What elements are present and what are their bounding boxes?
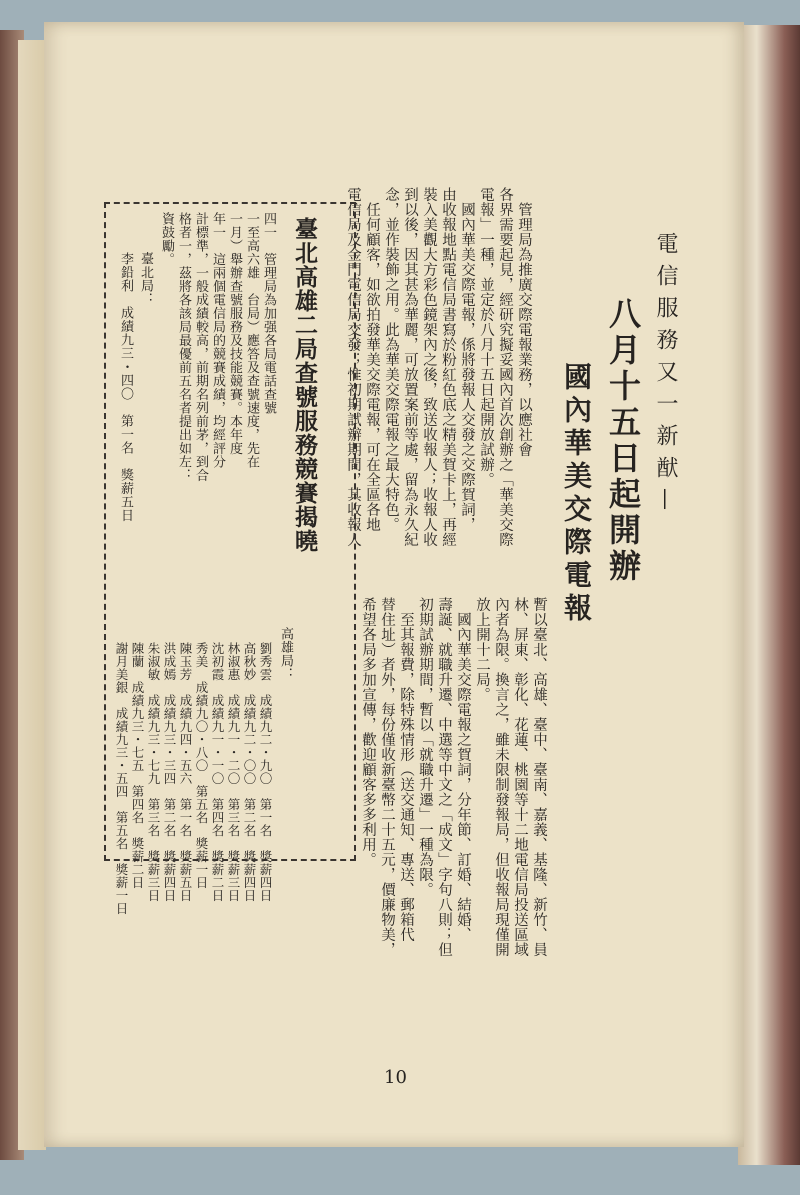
article-line: 管理局為推廣交際電報業務，以應社會 [516,187,532,457]
article-line: 國內華美交際電報，係將發報人交發之交際賀詞， [459,187,475,532]
series-heading: 電信服務又一新猷— [653,232,678,520]
result-row: 高秋妙 成績九二・〇〇 第二名 獎薪四日 [242,642,257,902]
article-line: 暫以臺北、高雄、臺中、臺南、嘉義、基隆、新竹、員 [531,597,547,957]
box-intro-line: 一月）舉辦查號服務及技能競賽。本年度 [227,212,242,455]
article-line: 電報」一種，並定於八月十五日起開放試辦。 [478,187,494,487]
subheadline: 國內華美交際電報 [560,362,593,626]
article-line: 任何顧客，如欲拍發華美交際電報，可在全區各地 [364,187,380,532]
result-row: 朱淑敏 成績九三・七九 第三名 獎薪三日 [146,642,161,902]
page-number: 10 [384,1067,407,1088]
result-row: 陳蘭 成績九三・七五 第四名 獎薪二日 [130,642,145,889]
headline: 八月十五日起開辦 [604,297,642,585]
box-intro-line: 一至高六雄 台局）應答及查號速度，先在 [244,212,259,469]
result-row: 陳玉芳 成績九四・五六 第一名 獎薪五日 [178,642,193,902]
box-title: 臺北高雄二局查號服務競賽揭曉 [291,217,318,553]
article-line: 壽誕、就職升遷、中選等中文之「成文」字句八則；但 [436,597,452,957]
article-line: 念，並作裝飾之用。此為華美交際電報之最大特色。 [383,187,399,532]
article-line: 到以後，因其甚為華麗，可放置案前等處，留為永久紀 [402,187,418,547]
box-intro-line: 格者一，茲將各該局最優前五名者提出如左： [176,212,191,482]
box-intro-line: 四一 管理局為加强各局電話查號 [261,212,276,415]
document-page [44,22,744,1147]
box-intro-line: 年一 這兩個電信局的競賽成績，均經評分 [210,212,225,469]
box-intro-line: 計標準，一般成績較高，前期名列前茅，到合 [193,212,208,482]
article-line: 初期試辦期間，暫以「就職升遷」一種為限。 [417,597,433,897]
article-line: 裝入美觀大方彩色鏡架內之後，致送收報人；收報人收 [421,187,437,547]
article-line: 林、屏東、彰化、花蓮、桃園等十二地電信局投送區域 [512,597,528,957]
article-line: 放上開十二局。 [474,597,490,702]
article-line: 由收報地點電信局書寫於粉紅色底之精美賀卡上，再經 [440,187,456,547]
book-cover-right [738,25,800,1165]
result-row: 洪成嫣 成績九三・三四 第二名 獎薪四日 [162,642,177,902]
article-line: 內者為限。換言之，雖未限制發報局，但收報局現僅開 [493,597,509,957]
taipei-label: 臺北局： [138,252,153,306]
article-line: 希望各局多加宣傳，歡迎顧客多多利用。 [360,597,376,867]
result-row: 李鉛利 成績九三・四〇 第一名 獎薪五日 [118,252,133,522]
article-line: 至其報費，除特殊情形（送交通知、專送、郵箱代 [398,597,414,942]
box-intro-line: 資鼓勵。 [159,212,174,266]
facing-page-edge [18,40,46,1150]
article-line: 電信局及金門電信局交發；惟初期試辦期間，其收報人 [345,187,361,547]
kaohsiung-label: 高雄局： [278,627,293,681]
result-row: 劉秀雲 成績九二・九〇 第一名 獎薪四日 [258,642,273,902]
article-line: 各界需要起見，經研究擬妥國內首次創辦之「華美交際 [497,187,513,547]
article-line: 替住址）者外，每份僅收新臺幣二十五元，價廉物美， [379,597,395,957]
result-row: 秀美 成績九〇・八〇 第五名 獎薪一日 [194,642,209,889]
result-row: 沈初霞 成績九一・一〇 第四名 獎薪二日 [210,642,225,902]
result-row: 謝月美銀 成績九三・五四 第五名 獎薪一日 [114,642,129,915]
article-line: 國內華美交際電報之賀詞，分年節、訂婚、結婚、 [455,597,471,942]
result-row: 林淑惠 成績九一・二〇 第三名 獎薪三日 [226,642,241,902]
